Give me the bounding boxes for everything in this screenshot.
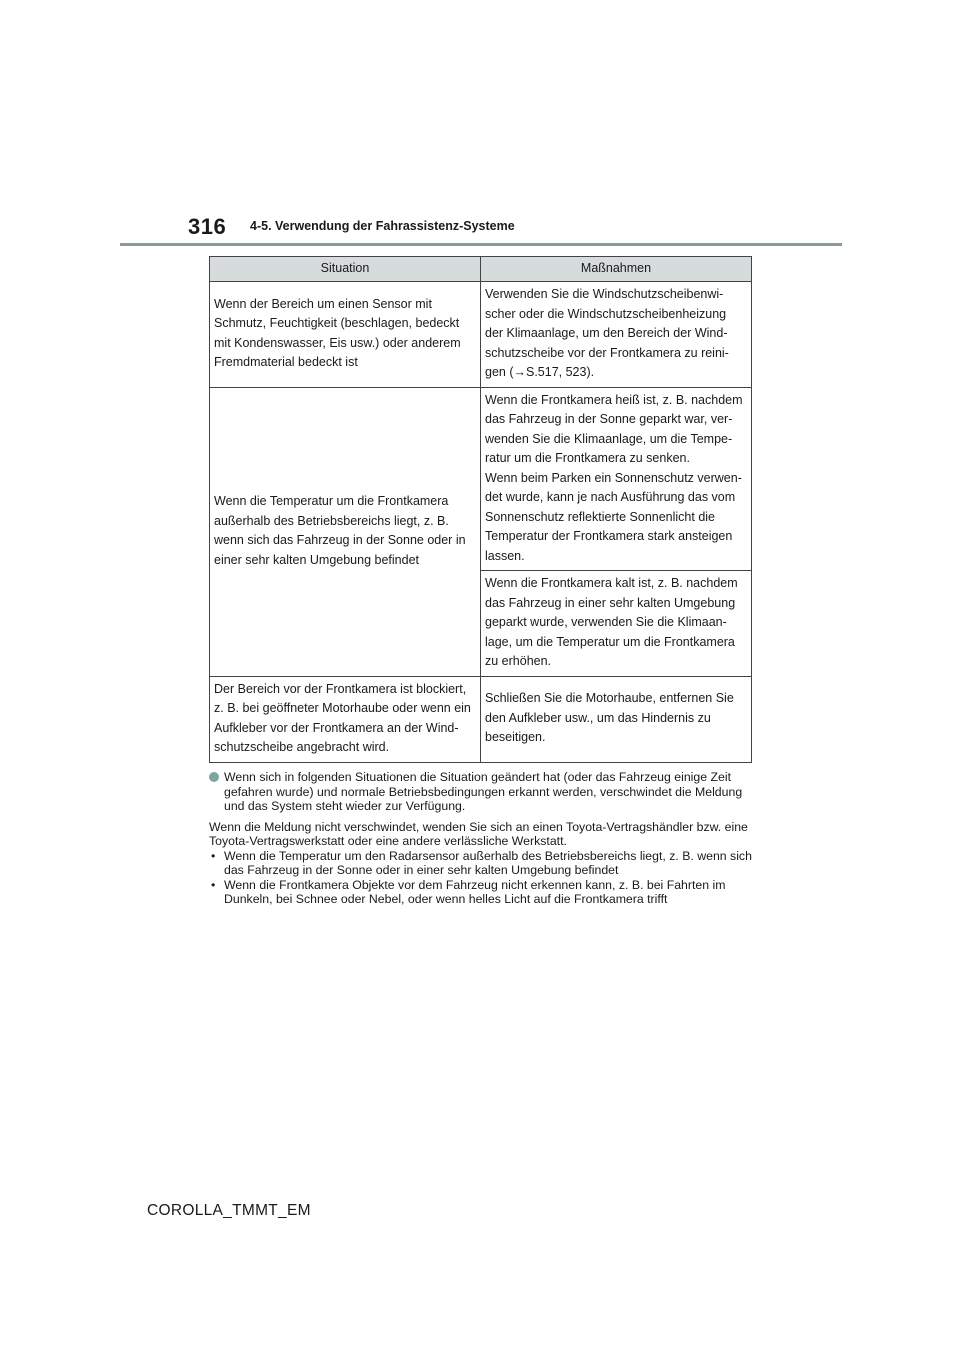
document-code: COROLLA_TMMT_EM bbox=[147, 1202, 311, 1219]
measure-cell bbox=[481, 676, 752, 762]
situation-cell bbox=[210, 387, 481, 676]
measure-text: Wenn die Frontkamera kalt ist, z. B. nachdem das Fahrzeug in einer sehr kalten Umgebung geparkt wurde, verwenden Sie die Klimaan-lage, um die Temperatur um die Frontkamera zu erhöhen. bbox=[485, 576, 738, 668]
list-marker: • bbox=[211, 877, 216, 892]
measure-block bbox=[481, 282, 751, 387]
table-row bbox=[210, 676, 752, 762]
situation-text: Wenn der Bereich um einen Sensor mit Schmutz, Feuchtigkeit (beschlagen, bedeckt mit Kondenswasser, Eis usw.) oder anderem Fremdmaterial bedeckt ist bbox=[214, 296, 461, 370]
section-title: 4-5. Verwendung der Fahrassistenz-Systeme bbox=[250, 219, 515, 233]
table-row bbox=[210, 387, 752, 676]
measure-cell bbox=[481, 282, 752, 388]
bullet-dot-icon bbox=[209, 772, 219, 782]
situation-table bbox=[209, 256, 752, 763]
measure-text: Wenn beim Parken ein Sonnenschutz verwen-det wurde, kann je nach Ausführung das vom Sonnenschutz reflektierte Sonnenlicht die Temperatur der Frontkamera stark ansteigen lassen. bbox=[485, 470, 742, 563]
list-item-text: Wenn die Temperatur um den Radarsensor außerhalb des Betriebsbereichs liegt, z. B. wenn sich das Fahrzeug in der Sonne oder in einer sehr kalten Umgebung befindet bbox=[224, 848, 752, 877]
measure-text: Wenn die Frontkamera heiß ist, z. B. nachdem das Fahrzeug in der Sonne geparkt war, ver-wenden Sie die Klimaanlage, um die Tempe-ratur um die Frontkamera zu senken. bbox=[485, 392, 743, 465]
header-rule bbox=[120, 243, 842, 246]
situation-text: Wenn die Temperatur um die Frontkamera außerhalb des Betriebsbereichs liegt, z. B. wenn sich das Fahrzeug in der Sonne oder in einer sehr kalten Umgebung befindet bbox=[214, 494, 466, 567]
situation-cell bbox=[210, 676, 481, 762]
list-item bbox=[209, 878, 754, 907]
note-paragraph bbox=[209, 770, 754, 814]
column-header-measures: Maßnahmen bbox=[481, 257, 752, 282]
measure-block bbox=[481, 686, 751, 752]
list-marker: • bbox=[211, 848, 216, 863]
measure-text: Schließen Sie die Motorhaube, entfernen Sie den Aufkleber usw., um das Hindernis zu beseitigen. bbox=[485, 691, 734, 745]
situation-cell bbox=[210, 282, 481, 388]
column-header-situation: Situation bbox=[210, 257, 481, 282]
table-row bbox=[210, 282, 752, 388]
list-item bbox=[209, 849, 754, 878]
measure-block bbox=[481, 388, 751, 571]
info-paragraph: Wenn die Meldung nicht verschwindet, wenden Sie sich an einen Toyota-Vertragshändler bzw. eine Toyota-Vertragswerkstatt oder eine andere verlässliche Werkstatt. bbox=[209, 819, 748, 848]
situation-text: Der Bereich vor der Frontkamera ist blockiert, z. B. bei geöffneter Motorhaube oder wenn ein Aufkleber vor der Frontkamera an der Wind-schutzscheibe angebracht wird. bbox=[214, 681, 471, 754]
list-item-text: Wenn die Frontkamera Objekte vor dem Fahrzeug nicht erkennen kann, z. B. bei Fahrten im Dunkeln, bei Schnee oder Nebel, oder wenn helles Licht auf die Frontkamera trifft bbox=[224, 877, 726, 906]
page-number: 316 bbox=[188, 214, 227, 239]
body-text bbox=[209, 770, 754, 907]
measure-block bbox=[481, 570, 751, 676]
note-text: Wenn sich in folgenden Situationen die Situation geändert hat (oder das Fahrzeug einige Zeit gefahren wurde) und normale Betriebsbedingungen erkannt werden, verschwindet die Meldung und das System steht wieder zur Verfügung. bbox=[224, 770, 743, 813]
measure-text: Verwenden Sie die Windschutzscheibenwi-scher oder die Windschutzscheibenheizung der Klimaanlage, um den Bereich der Wind-schutzscheibe vor der Frontkamera zu reini-gen (→S.517, 523). bbox=[485, 287, 729, 379]
measure-cell bbox=[481, 387, 752, 676]
table-header-row bbox=[210, 257, 752, 282]
